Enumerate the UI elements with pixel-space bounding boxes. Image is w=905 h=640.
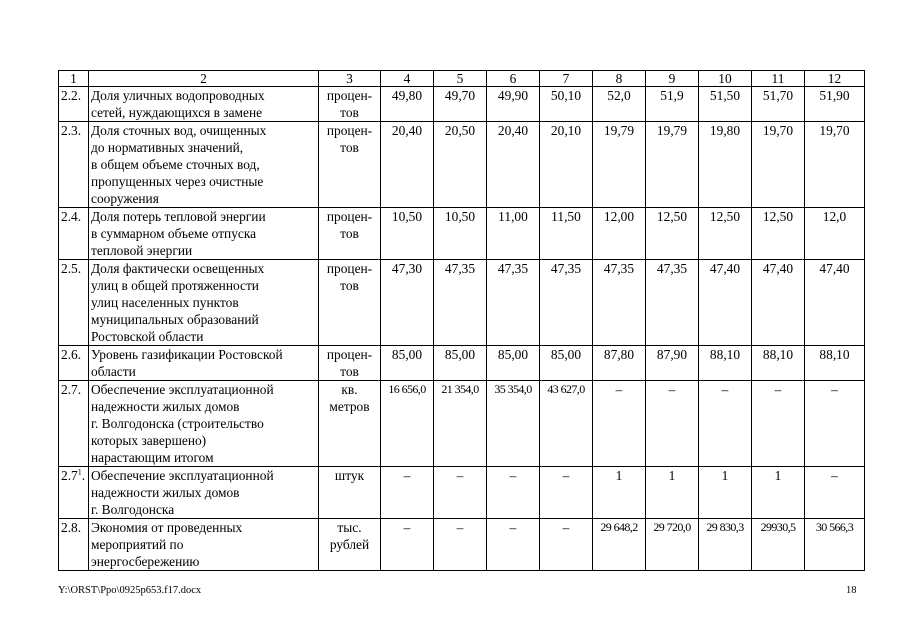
- value-cell: 19,70: [752, 122, 805, 208]
- table-row: [59, 260, 865, 346]
- row-number: 2.3.: [59, 122, 89, 208]
- value-cell: 49,90: [487, 87, 540, 122]
- table-row: [59, 467, 865, 519]
- unit-line: кв.: [341, 382, 358, 397]
- value-cell: –: [434, 467, 487, 519]
- value-cell: 87,80: [593, 346, 646, 381]
- header-cell: 10: [699, 71, 752, 87]
- value-cell: 43 627,0: [540, 381, 593, 467]
- header-cell: 9: [646, 71, 699, 87]
- value-cell: 12,0: [805, 208, 865, 260]
- indicator-name-line: в суммарном объеме отпуска: [91, 226, 257, 241]
- value-cell: –: [805, 381, 865, 467]
- value-cell: –: [487, 519, 540, 571]
- value-cell: 47,40: [752, 260, 805, 346]
- indicator-name-line: улиц в общей протяженности: [91, 278, 259, 293]
- value-cell: 51,50: [699, 87, 752, 122]
- indicator-name-line: г. Волгодонска (строительство: [91, 416, 264, 431]
- value-cell: 11,00: [487, 208, 540, 260]
- value-cell: 21 354,0: [434, 381, 487, 467]
- unit-line: тов: [340, 364, 359, 379]
- indicator-name-line: г. Волгодонска: [91, 502, 175, 517]
- indicators-table: [58, 70, 865, 571]
- value-cell: 88,10: [752, 346, 805, 381]
- table-row: [59, 381, 865, 467]
- header-cell: 5: [434, 71, 487, 87]
- value-cell: 11,50: [540, 208, 593, 260]
- indicator-name-line: области: [91, 364, 136, 379]
- unit-of-measure: [319, 208, 381, 260]
- indicator-name: [89, 467, 319, 519]
- value-cell: 1: [646, 467, 699, 519]
- value-cell: 20,50: [434, 122, 487, 208]
- unit-of-measure: [319, 87, 381, 122]
- value-cell: 29 720,0: [646, 519, 699, 571]
- header-cell: 4: [381, 71, 434, 87]
- value-cell: 47,30: [381, 260, 434, 346]
- value-cell: 49,70: [434, 87, 487, 122]
- value-cell: 12,50: [699, 208, 752, 260]
- value-cell: 10,50: [434, 208, 487, 260]
- value-cell: –: [434, 519, 487, 571]
- indicator-name-line: Доля фактически освещенных: [91, 261, 265, 276]
- value-cell: 51,90: [805, 87, 865, 122]
- indicator-name-line: Доля уличных водопроводных: [91, 88, 265, 103]
- indicator-name-line: Уровень газификации Ростовской: [91, 347, 283, 362]
- header-cell: 1: [59, 71, 89, 87]
- value-cell: 1: [752, 467, 805, 519]
- value-cell: 19,80: [699, 122, 752, 208]
- unit-line: процен-: [326, 209, 373, 224]
- header-cell: 6: [487, 71, 540, 87]
- unit-of-measure: [319, 381, 381, 467]
- header-cell: 11: [752, 71, 805, 87]
- table-row: [59, 122, 865, 208]
- value-cell: 29930,5: [752, 519, 805, 571]
- page-number: 18: [846, 585, 857, 596]
- value-cell: 51,9: [646, 87, 699, 122]
- indicator-name: [89, 122, 319, 208]
- indicator-name-line: Доля сточных вод, очищенных: [91, 123, 267, 138]
- indicator-name-line: надежности жилых домов: [91, 399, 240, 414]
- value-cell: 85,00: [434, 346, 487, 381]
- unit-line: тов: [340, 226, 359, 241]
- value-cell: 19,79: [646, 122, 699, 208]
- indicator-name: [89, 346, 319, 381]
- unit-line: процен-: [326, 88, 373, 103]
- value-cell: 20,40: [487, 122, 540, 208]
- header-row: [59, 71, 865, 87]
- indicator-name: [89, 519, 319, 571]
- unit-of-measure: [319, 519, 381, 571]
- header-cell: 3: [319, 71, 381, 87]
- value-cell: –: [381, 519, 434, 571]
- document-path: Y:\ORST\Ppo\0925p653.f17.docx: [58, 585, 202, 596]
- row-number: 2.6.: [59, 346, 89, 381]
- value-cell: 29 648,2: [593, 519, 646, 571]
- value-cell: 85,00: [487, 346, 540, 381]
- indicator-name-line: Доля потерь тепловой энергии: [91, 209, 266, 224]
- unit-line: рублей: [329, 537, 370, 552]
- indicator-name-line: мероприятий по: [91, 537, 184, 552]
- value-cell: 19,79: [593, 122, 646, 208]
- table-row: [59, 519, 865, 571]
- indicator-name-line: Ростовской области: [91, 329, 204, 344]
- value-cell: 1: [699, 467, 752, 519]
- table-row: [59, 87, 865, 122]
- value-cell: –: [540, 519, 593, 571]
- unit-line: тов: [340, 278, 359, 293]
- unit-of-measure: [319, 260, 381, 346]
- value-cell: 50,10: [540, 87, 593, 122]
- header-cell: 7: [540, 71, 593, 87]
- indicator-name-line: в общем объеме сточных вод,: [91, 157, 260, 172]
- value-cell: 47,35: [434, 260, 487, 346]
- unit-line: процен-: [326, 261, 373, 276]
- indicator-name-line: Обеспечение эксплуатационной: [91, 382, 274, 397]
- value-cell: –: [805, 467, 865, 519]
- value-cell: –: [752, 381, 805, 467]
- value-cell: 87,90: [646, 346, 699, 381]
- value-cell: 47,35: [540, 260, 593, 346]
- unit-line: процен-: [326, 347, 373, 362]
- row-number: 2.2.: [59, 87, 89, 122]
- value-cell: 47,40: [805, 260, 865, 346]
- header-cell: 2: [89, 71, 319, 87]
- value-cell: 19,70: [805, 122, 865, 208]
- value-cell: 1: [593, 467, 646, 519]
- value-cell: 12,50: [646, 208, 699, 260]
- row-number: 2.5.: [59, 260, 89, 346]
- value-cell: 29 830,3: [699, 519, 752, 571]
- value-cell: –: [381, 467, 434, 519]
- indicator-name: [89, 208, 319, 260]
- value-cell: 16 656,0: [381, 381, 434, 467]
- row-number: 2.8.: [59, 519, 89, 571]
- value-cell: 49,80: [381, 87, 434, 122]
- value-cell: 88,10: [805, 346, 865, 381]
- value-cell: 47,35: [487, 260, 540, 346]
- value-cell: 20,40: [381, 122, 434, 208]
- row-number: $2.7^1$.: [59, 467, 89, 519]
- value-cell: 30 566,3: [805, 519, 865, 571]
- indicator-name-line: которых завершено): [91, 433, 207, 448]
- table-row: [59, 346, 865, 381]
- table-row: [59, 208, 865, 260]
- value-cell: 20,10: [540, 122, 593, 208]
- indicator-name-line: Экономия от проведенных: [91, 520, 243, 535]
- indicator-name-line: до нормативных значений,: [91, 140, 244, 155]
- unit-line: тыс.: [337, 520, 362, 535]
- value-cell: 35 354,0: [487, 381, 540, 467]
- indicator-name-line: энергосбережению: [91, 554, 200, 569]
- value-cell: 12,00: [593, 208, 646, 260]
- header-cell: 8: [593, 71, 646, 87]
- indicator-name-line: сооружения: [91, 191, 159, 206]
- indicator-name-line: тепловой энергии: [91, 243, 193, 258]
- value-cell: 85,00: [540, 346, 593, 381]
- value-cell: 47,35: [646, 260, 699, 346]
- value-cell: –: [487, 467, 540, 519]
- indicator-name-line: Обеспечение эксплуатационной: [91, 468, 274, 483]
- value-cell: 47,40: [699, 260, 752, 346]
- indicator-name: [89, 87, 319, 122]
- value-cell: 51,70: [752, 87, 805, 122]
- header-cell: 12: [805, 71, 865, 87]
- indicator-name-line: сетей, нуждающихся в замене: [91, 105, 263, 120]
- indicator-name-line: нарастающим итогом: [91, 450, 214, 465]
- unit-line: штук: [334, 468, 365, 483]
- indicator-name-line: муниципальных образований: [91, 312, 259, 327]
- value-cell: –: [699, 381, 752, 467]
- unit-line: тов: [340, 140, 359, 155]
- value-cell: 10,50: [381, 208, 434, 260]
- value-cell: 52,0: [593, 87, 646, 122]
- indicator-name-line: пропущенных через очистные: [91, 174, 264, 189]
- unit-of-measure: [319, 467, 381, 519]
- indicator-name: [89, 381, 319, 467]
- value-cell: 47,35: [593, 260, 646, 346]
- indicator-name: [89, 260, 319, 346]
- row-number: 2.4.: [59, 208, 89, 260]
- indicator-name-line: улиц населенных пунктов: [91, 295, 239, 310]
- value-cell: –: [646, 381, 699, 467]
- value-cell: –: [540, 467, 593, 519]
- indicator-name-line: надежности жилых домов: [91, 485, 240, 500]
- row-number: 2.7.: [59, 381, 89, 467]
- value-cell: 12,50: [752, 208, 805, 260]
- unit-line: метров: [329, 399, 370, 414]
- unit-of-measure: [319, 346, 381, 381]
- unit-of-measure: [319, 122, 381, 208]
- value-cell: 88,10: [699, 346, 752, 381]
- value-cell: –: [593, 381, 646, 467]
- unit-line: тов: [340, 105, 359, 120]
- unit-line: процен-: [326, 123, 373, 138]
- value-cell: 85,00: [381, 346, 434, 381]
